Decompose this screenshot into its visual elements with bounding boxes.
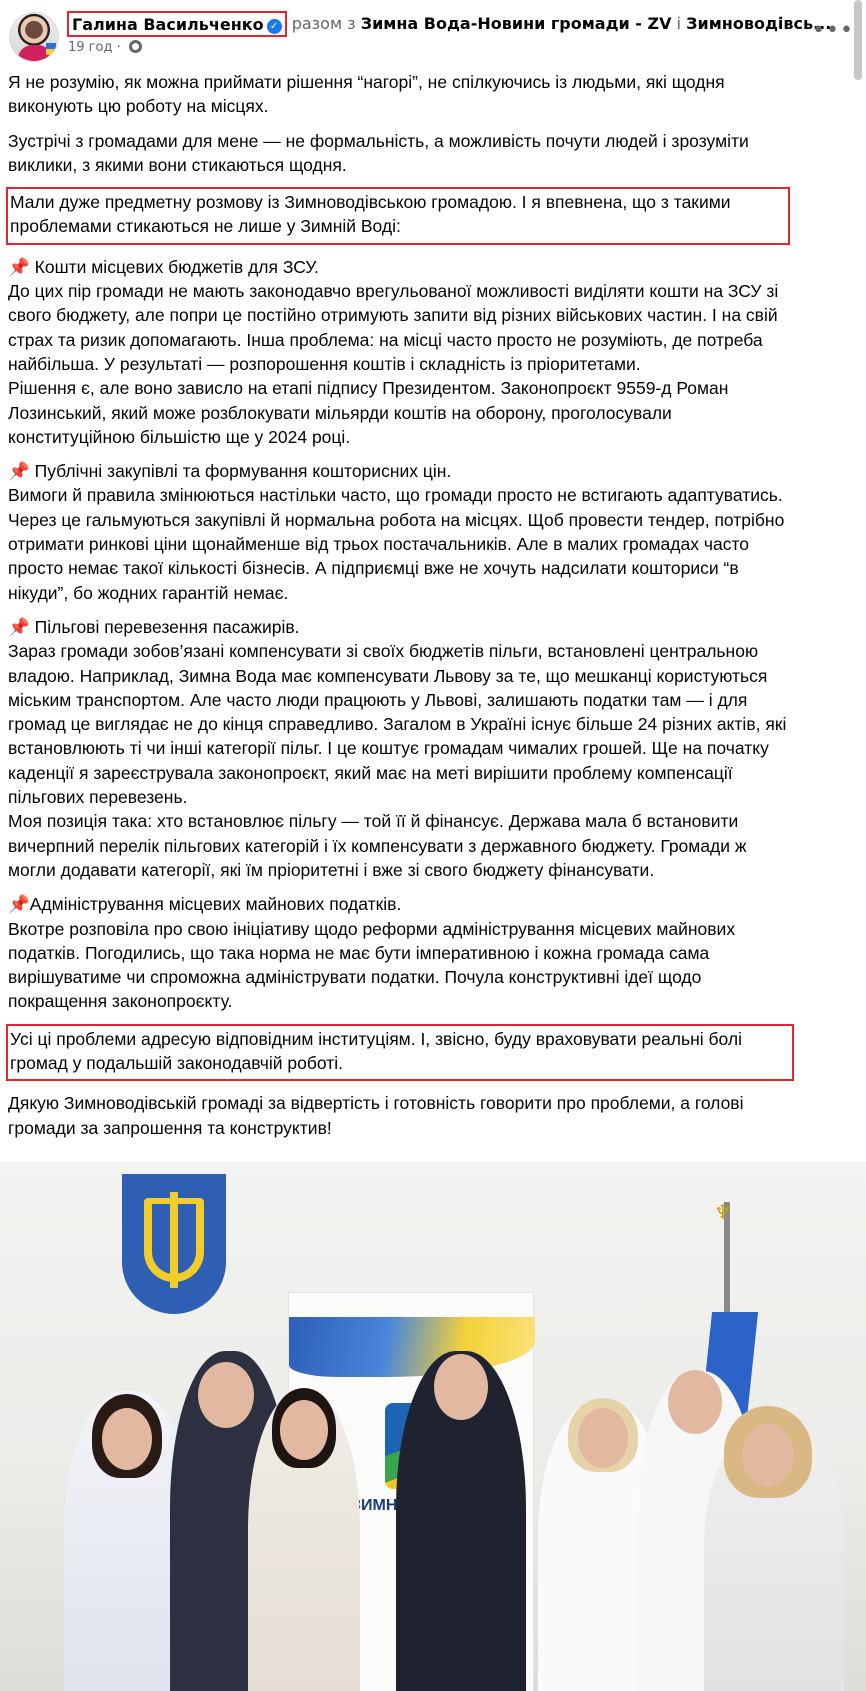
text-line: громад у подальшій законодавчій роботі. xyxy=(10,1052,344,1073)
text-line: могли додавати категорії, які їм пріоритетні і вже зі свого бюджету фінансувати. xyxy=(8,859,655,880)
text-line: проблемами стикаються не лише у Зимній Воді: xyxy=(10,216,401,237)
text-line: найбільша. У результаті — розпорошення коштів і складність із пріоритетами. xyxy=(8,353,641,374)
text-line: громади за запрошення та конструктив! xyxy=(8,1117,332,1138)
text-line: До цих пір громади не мають законодавчо врегульованої можливості виділяти кошти на ЗСУ зі xyxy=(8,281,779,302)
text-line: свого бюджету, але попри це постійно отримують запити від різних військових частин. І на свій xyxy=(8,305,778,326)
paragraph-taxes xyxy=(8,892,848,1013)
highlighted-paragraph-1 xyxy=(6,187,790,245)
section-heading: 📌 Пільгові перевезення пасажирів. xyxy=(8,616,300,637)
person-7-head xyxy=(742,1424,794,1486)
text-line: конституційною більшістю ще у 2024 році. xyxy=(8,426,351,447)
section-heading: 📌 Кошти місцевих бюджетів для ЗСУ. xyxy=(8,256,319,277)
text-line: вичерпний перелік пільгових категорій і їх компенсувати з державного бюджету. Громади ж xyxy=(8,835,747,856)
verified-badge-icon: ✓ xyxy=(267,19,282,34)
person-4-head xyxy=(434,1354,488,1420)
text-line: Вимоги й правила змінюються настільки часто, що громади просто не встигають адаптуватись. xyxy=(8,485,783,506)
highlighted-paragraph-2 xyxy=(6,1024,794,1082)
text-line: громад це виглядає не до кінця справедливо. Загалом в Україні існує більше 24 різних актів, які xyxy=(8,714,787,735)
text-line: виконують цю роботу на місцях. xyxy=(8,96,269,117)
text-line: Лозинський, який може розблокувати мільярди коштів на оборону, проголосували xyxy=(8,402,672,423)
text-line: Дякую Зимноводівській громаді за відвертість і готовність говорити про проблеми, а голові xyxy=(8,1093,744,1114)
author-name-link[interactable]: Галина Васильченко xyxy=(72,15,264,34)
text-line: Через це гальмуються закупівлі й нормальна робота на місцях. Щоб провести тендер, потрібно xyxy=(8,509,785,530)
text-line: міським транспортом. Але часто люди працюють у Львові, залишають податки там — і для xyxy=(8,689,748,710)
post-title-line xyxy=(67,12,831,36)
author-highlight-box xyxy=(67,11,287,37)
coat-of-arms-image xyxy=(122,1174,226,1314)
text-line: Рішення є, але воно зависло на етапі підпису Президентом. Законопроєкт 9559-д Роман xyxy=(8,378,729,399)
text-line: Я не розумію, як можна приймати рішення “нагорі”, не спілкуючись із людьми, які щодня xyxy=(8,72,725,92)
with-text: разом з xyxy=(291,14,356,33)
paragraph-1 xyxy=(8,70,848,119)
post-time-link[interactable]: 19 год xyxy=(68,40,113,55)
text-line: Зараз громади зобов’язані компенсувати зі своїх бюджетів пільги, встановлені центральною xyxy=(8,641,759,662)
paragraph-2 xyxy=(8,129,848,178)
meta-dot: · xyxy=(116,40,121,55)
pole-trident-icon: ♆ xyxy=(714,1200,732,1224)
person-2-head xyxy=(198,1362,254,1428)
person-1-head xyxy=(102,1408,152,1470)
person-3-head xyxy=(280,1400,328,1460)
globe-icon xyxy=(129,40,142,53)
post-body xyxy=(8,70,848,1150)
text-line: податків. Погодились, що така норма не має бути імперативною і кожна громада сама xyxy=(8,942,710,963)
paragraph-procurement xyxy=(8,459,848,605)
paragraph-zsu-funds xyxy=(8,255,848,449)
text-line: отримати ринкові ціни щонайменше від трьох постачальників. Але в малих громадах часто xyxy=(8,534,749,555)
paragraph-transport xyxy=(8,615,848,882)
more-options-button[interactable]: ••• xyxy=(812,18,854,43)
text-line: нікуди”, бо жодних гарантій немає. xyxy=(8,582,289,603)
text-line: просто немає такої кількості бізнесів. А підприємці вже не хочуть надсилати кошториси “в xyxy=(8,558,739,579)
group-link-1[interactable]: Зимна Вода-Новини громади - ZV xyxy=(360,14,672,33)
post-header xyxy=(0,0,866,68)
text-line: пільгових перевезень. xyxy=(8,787,188,808)
text-line: Усі ці проблеми адресую відповідним інституціям. І, звісно, буду враховувати реальні болі xyxy=(10,1028,742,1049)
text-line: виклики, з якими вони стикаються щодня. xyxy=(8,154,347,175)
post-meta xyxy=(68,40,142,55)
text-line: страх та ризик допомагають. Інша проблема: на місці часто просто не розуміють, де потреба xyxy=(8,329,763,350)
text-line: Вкотре розповіла про свою ініціативу щодо реформи адміністрування місцевих майнових xyxy=(8,918,736,939)
text-line: вирішуватиме чи спроможна адмініструвати податки. Почула конструктивні ідеї щодо xyxy=(8,967,702,988)
and-text: і xyxy=(676,14,682,33)
avatar-flag-icon xyxy=(46,43,56,55)
section-heading: 📌Адміністрування місцевих майнових податків. xyxy=(8,894,402,915)
text-line: Зустрічі з громадами для мене — не формальність, а можливість почути людей і зрозуміти xyxy=(8,130,749,151)
person-5-head xyxy=(578,1408,628,1468)
text-line: встановлюють ті чи інші категорії пільг. І це коштує громадам чималих грошей. Ще на початку xyxy=(8,738,769,759)
banner-wave xyxy=(289,1317,535,1377)
author-avatar[interactable] xyxy=(9,12,59,62)
text-line: Моя позиція така: хто встановлює пільгу — той її й фінансує. Держава мала б встановити xyxy=(8,811,739,832)
post-photo[interactable] xyxy=(0,1162,866,1691)
text-line: покращення законопроєкту. xyxy=(8,991,233,1012)
text-line: каденції я зареєструвала законопроєкт, який має на меті вирішити проблему компенсації xyxy=(8,762,733,783)
text-line: владою. Наприклад, Зимна Вода має компенсувати Львову за те, що мешканці користуються xyxy=(8,665,768,686)
paragraph-thanks xyxy=(8,1091,848,1140)
person-6-head xyxy=(668,1370,722,1434)
text-line: Мали дуже предметну розмову із Зимноводівською громадою. І я впевнена, що з такими xyxy=(10,192,731,213)
scrollbar-thumb[interactable] xyxy=(854,0,862,80)
group-link-2[interactable]: Зимноводівсь... xyxy=(686,14,832,33)
trident-center xyxy=(170,1192,178,1288)
section-heading: 📌 Публічні закупівлі та формування кошторисних цін. xyxy=(8,461,452,482)
